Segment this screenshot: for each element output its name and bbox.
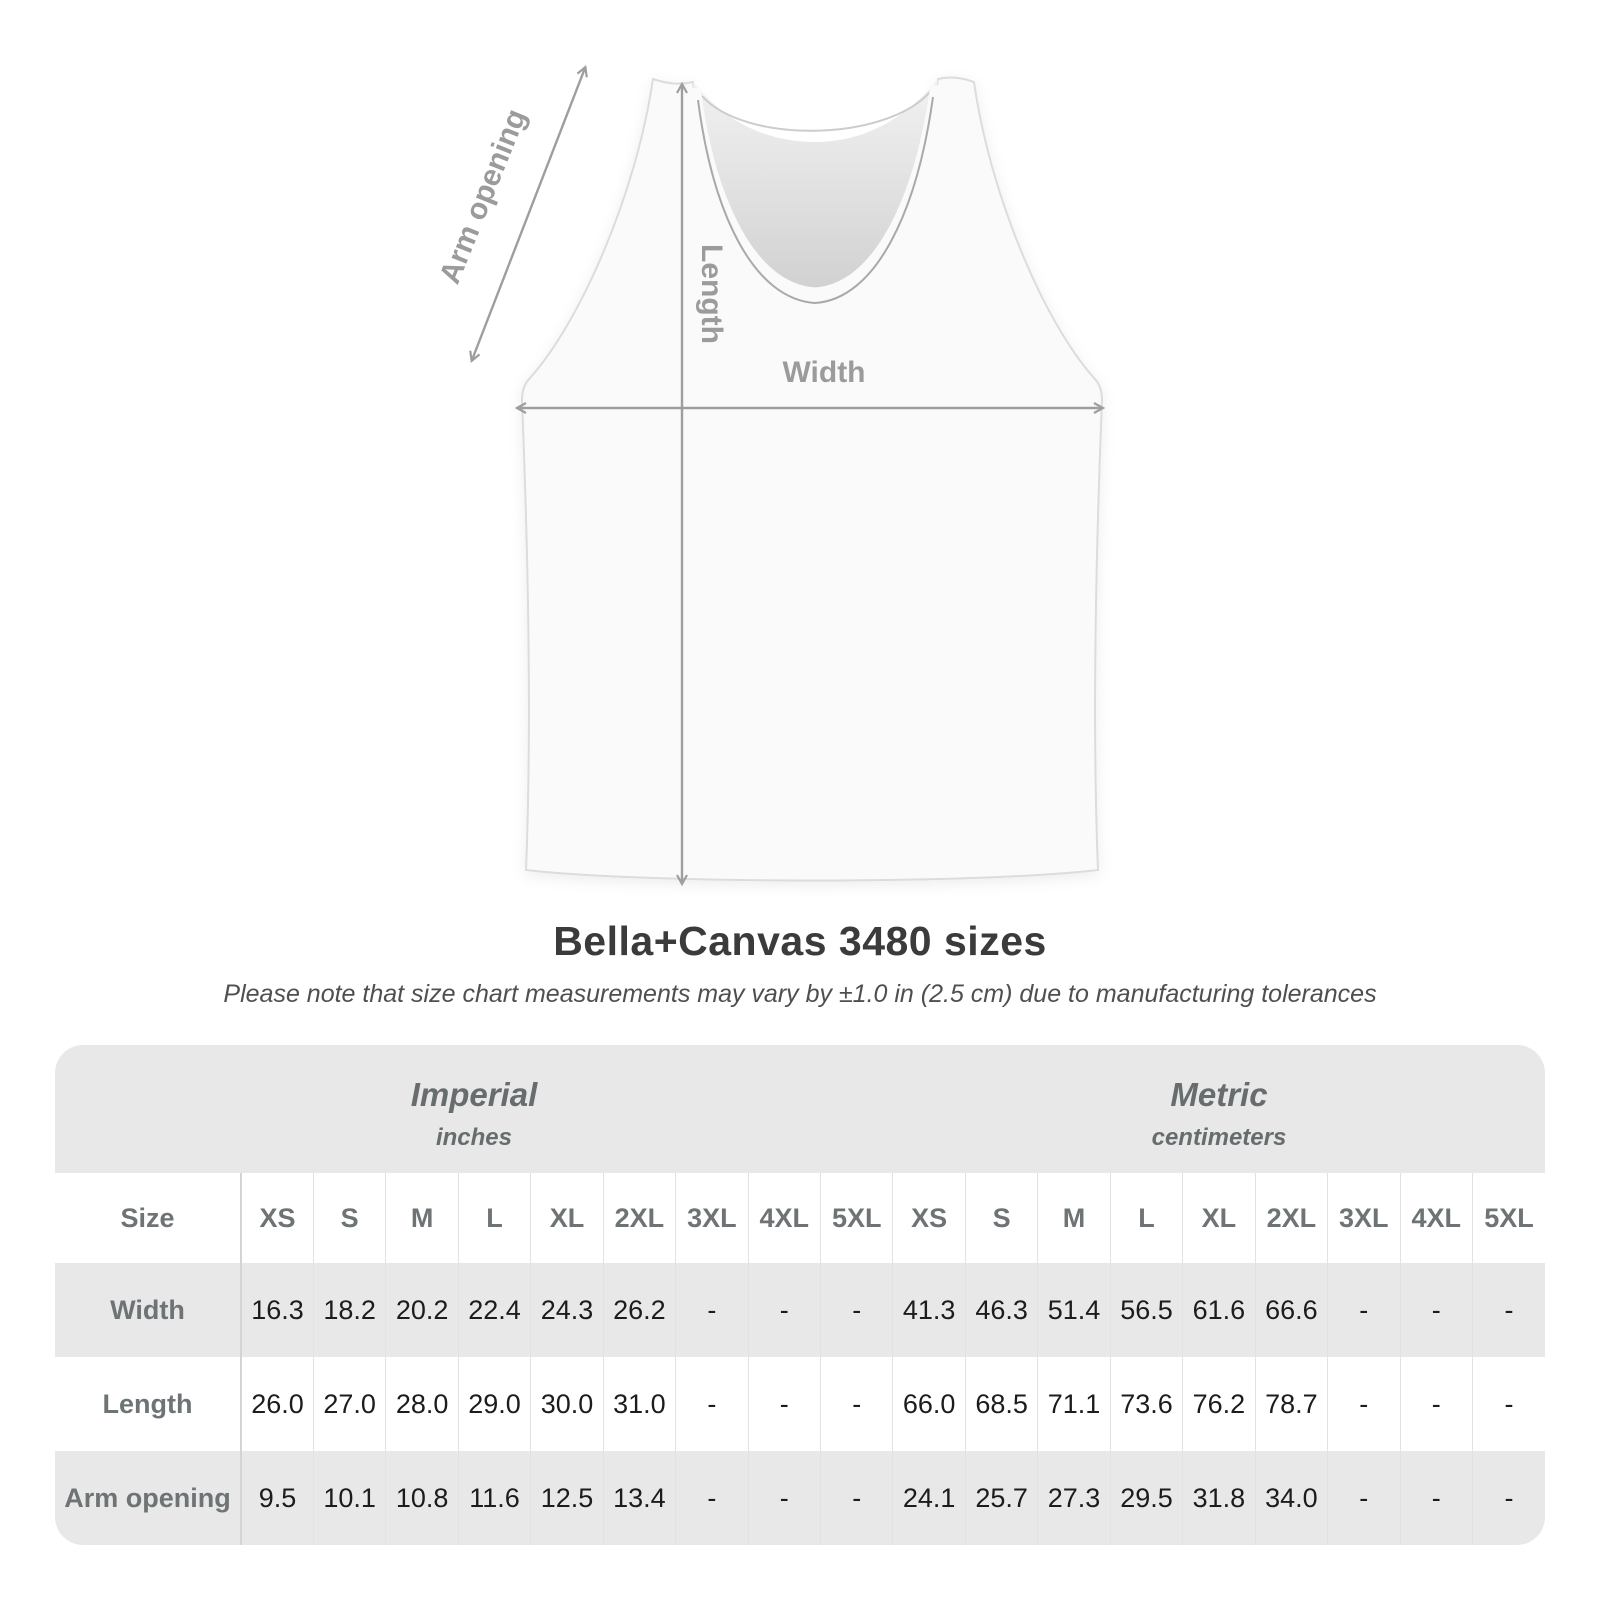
cell: - [748,1357,820,1451]
cell: 31.8 [1183,1451,1255,1545]
row-label: Arm opening [64,1482,231,1513]
cell: - [1472,1263,1545,1357]
column-header: L [458,1173,530,1263]
column-header: 3XL [676,1173,748,1263]
cell: 26.0 [241,1357,313,1451]
size-header-row [55,1173,1545,1263]
column-header: XL [531,1173,603,1263]
cell: 24.3 [531,1263,603,1357]
tolerance-note: Please note that size chart measurements may vary by ±1.0 in (2.5 cm) due to manufacturing tolerances [223,980,1377,1008]
column-header: 3XL [1328,1173,1400,1263]
table-row-width [55,1263,1545,1357]
cell: 56.5 [1110,1263,1182,1357]
cell: - [676,1357,748,1451]
tank-top-illustration [400,30,1200,910]
cell: - [676,1263,748,1357]
arm-opening-label: Arm opening [433,104,534,289]
column-header: 2XL [1255,1173,1327,1263]
cell: 22.4 [458,1263,530,1357]
cell: 66.6 [1255,1263,1327,1357]
column-header: M [386,1173,458,1263]
imperial-unit-label: inches [435,1124,512,1151]
cell: 61.6 [1183,1263,1255,1357]
cell: 10.1 [313,1451,385,1545]
cell: 41.3 [893,1263,965,1357]
imperial-label: Imperial [410,1076,538,1113]
cell: 71.1 [1038,1357,1110,1451]
cell: - [1328,1263,1400,1357]
cell: - [748,1263,820,1357]
width-label: Width [782,356,866,389]
cell: 73.6 [1110,1357,1182,1451]
column-header: 4XL [748,1173,820,1263]
unit-group-header-row [55,1045,1545,1173]
table-row-length [55,1357,1545,1451]
column-header: 5XL [821,1173,893,1263]
row-label: Width [110,1294,185,1325]
cell: 46.3 [965,1263,1037,1357]
column-header: XL [1183,1173,1255,1263]
column-header: S [965,1173,1037,1263]
column-header: L [1110,1173,1182,1263]
size-header-cell: Size [120,1202,175,1233]
page-title: Bella+Canvas 3480 sizes [553,918,1047,964]
column-header: 5XL [1472,1173,1545,1263]
cell: - [1472,1357,1545,1451]
metric-label: Metric [1170,1076,1268,1113]
column-header: M [1038,1173,1110,1263]
column-header: XS [241,1173,313,1263]
cell: 11.6 [458,1451,530,1545]
cell: 28.0 [386,1357,458,1451]
cell: 76.2 [1183,1357,1255,1451]
column-header: 2XL [603,1173,675,1263]
cell: 78.7 [1255,1357,1327,1451]
metric-unit-label: centimeters [1151,1124,1287,1151]
cell: - [676,1451,748,1545]
cell: 29.5 [1110,1451,1182,1545]
cell: - [1328,1357,1400,1451]
cell: - [1400,1357,1472,1451]
cell: 9.5 [241,1451,313,1545]
cell: - [748,1451,820,1545]
cell: - [821,1357,893,1451]
column-header: XS [893,1173,965,1263]
cell: 31.0 [603,1357,675,1451]
cell: - [1472,1451,1545,1545]
cell: 10.8 [386,1451,458,1545]
cell: 25.7 [965,1451,1037,1545]
cell: 26.2 [603,1263,675,1357]
cell: 30.0 [531,1357,603,1451]
cell: - [1400,1263,1472,1357]
cell: 12.5 [531,1451,603,1545]
cell: - [1328,1451,1400,1545]
cell: - [821,1451,893,1545]
cell: 68.5 [965,1357,1037,1451]
cell: 66.0 [893,1357,965,1451]
metric-group-header [893,1045,1545,1173]
cell: - [1400,1451,1472,1545]
cell: 34.0 [1255,1451,1327,1545]
row-label: Length [102,1388,193,1419]
cell: 20.2 [386,1263,458,1357]
cell: 13.4 [603,1451,675,1545]
cell: 18.2 [313,1263,385,1357]
table-row-arm-opening [55,1451,1545,1545]
cell: 16.3 [241,1263,313,1357]
cell: 29.0 [458,1357,530,1451]
cell: 27.0 [313,1357,385,1451]
column-header: S [313,1173,385,1263]
column-header: 4XL [1400,1173,1472,1263]
cell: 51.4 [1038,1263,1110,1357]
size-chart-table [55,1045,1545,1545]
tank-top-diagram [400,30,1200,910]
cell: 24.1 [893,1451,965,1545]
length-label: Length [695,244,728,344]
imperial-group-header [55,1045,893,1173]
cell: - [821,1263,893,1357]
cell: 27.3 [1038,1451,1110,1545]
